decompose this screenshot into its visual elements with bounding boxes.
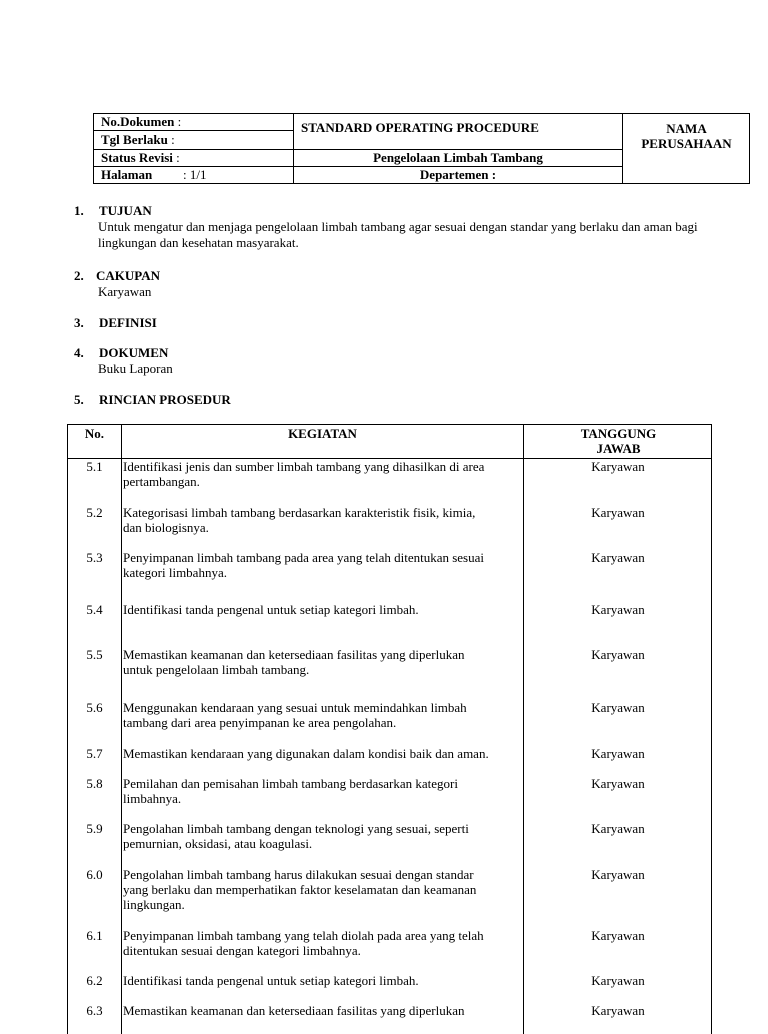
section-title: CAKUPAN — [96, 268, 161, 283]
row-number: 6.0 — [86, 867, 103, 882]
kegiatan-line: Pemilahan dan pemisahan limbah tambang berdasarkan kategori — [123, 776, 458, 791]
section-title: DOKUMEN — [99, 345, 169, 360]
section-title: RINCIAN PROSEDUR — [99, 392, 231, 407]
row-kegiatan — [123, 821, 523, 851]
kegiatan-line: dan biologisnya. — [123, 520, 209, 535]
row-tanggung-jawab: Karyawan — [591, 700, 645, 715]
row-kegiatan — [123, 867, 523, 912]
row-kegiatan — [123, 776, 523, 806]
departemen-field: Departemen : — [419, 167, 497, 182]
section-title: DEFINISI — [99, 315, 157, 330]
kegiatan-line: Identifikasi jenis dan sumber limbah tambang yang dihasilkan di area — [123, 459, 485, 474]
document-header — [93, 113, 750, 184]
kegiatan-line: lingkungan. — [123, 897, 185, 912]
row-kegiatan — [123, 602, 523, 617]
no-dokumen-separator: : — [174, 114, 182, 129]
row-kegiatan — [123, 647, 523, 677]
section-number: 4. — [74, 345, 84, 360]
kegiatan-line: pemurnian, oksidasi, atau koagulasi. — [123, 836, 313, 851]
row-number: 5.3 — [86, 550, 103, 565]
column-header-no: No. — [84, 426, 105, 441]
status-revisi-field — [101, 150, 180, 165]
status-revisi-separator: : — [172, 150, 180, 165]
section-dokumen-text: Buku Laporan — [98, 361, 173, 376]
row-tanggung-jawab: Karyawan — [591, 821, 645, 836]
kegiatan-line: Memastikan kendaraan yang digunakan dalam kondisi baik dan aman. — [123, 746, 489, 761]
row-tanggung-jawab: Karyawan — [591, 867, 645, 882]
kegiatan-line: tambang dari area penyimpanan ke area pengolahan. — [123, 715, 397, 730]
row-number: 6.3 — [86, 1003, 103, 1018]
kegiatan-line: Penyimpanan limbah tambang yang telah diolah pada area yang telah — [123, 928, 484, 943]
row-kegiatan — [123, 550, 523, 580]
kegiatan-line: Identifikasi tanda pengenal untuk setiap kategori limbah. — [123, 973, 419, 988]
procedure-table — [67, 424, 712, 1034]
kegiatan-line: limbahnya. — [123, 791, 182, 806]
section-number: 3. — [74, 315, 84, 330]
sop-subject: Pengelolaan Limbah Tambang — [373, 150, 543, 165]
row-kegiatan — [123, 973, 523, 988]
halaman-label: Halaman — [101, 167, 153, 182]
sop-title: STANDARD OPERATING PROCEDURE — [301, 120, 539, 135]
row-number: 5.9 — [86, 821, 103, 836]
status-revisi-label: Status Revisi — [101, 150, 173, 165]
section-definisi-heading — [74, 315, 157, 330]
section-tujuan-heading — [74, 203, 152, 218]
row-kegiatan — [123, 459, 523, 489]
kegiatan-line: Pengolahan limbah tambang dengan teknologi yang sesuai, seperti — [123, 821, 469, 836]
row-number: 5.2 — [86, 505, 103, 520]
company-name-line1: NAMA — [666, 121, 707, 136]
row-tanggung-jawab: Karyawan — [591, 973, 645, 988]
row-number: 5.7 — [86, 746, 103, 761]
section-tujuan-text-line1: Untuk mengatur dan menjaga pengelolaan limbah tambang agar sesuai dengan standar yang berlaku dan aman bagi — [98, 219, 698, 234]
row-number: 5.4 — [86, 602, 103, 617]
row-tanggung-jawab: Karyawan — [591, 602, 645, 617]
kegiatan-line: Memastikan keamanan dan ketersediaan fasilitas yang diperlukan — [123, 647, 465, 662]
tgl-berlaku-separator: : — [167, 132, 175, 147]
kegiatan-line: Kategorisasi limbah tambang berdasarkan karakteristik fisik, kimia, — [123, 505, 476, 520]
halaman-field — [101, 167, 207, 182]
section-dokumen-heading — [74, 345, 168, 360]
halaman-value: : 1/1 — [183, 167, 207, 182]
row-kegiatan — [123, 928, 523, 958]
row-tanggung-jawab: Karyawan — [591, 746, 645, 761]
row-tanggung-jawab: Karyawan — [591, 1003, 645, 1018]
tgl-berlaku-field — [101, 132, 175, 147]
tgl-berlaku-label: Tgl Berlaku — [101, 132, 168, 147]
row-tanggung-jawab: Karyawan — [591, 647, 645, 662]
section-number: 2. — [74, 268, 84, 283]
row-kegiatan — [123, 505, 523, 535]
section-number: 5. — [74, 392, 84, 407]
no-dokumen-label: No.Dokumen — [101, 114, 175, 129]
row-number: 6.2 — [86, 973, 103, 988]
kegiatan-line: pertambangan. — [123, 474, 200, 489]
kegiatan-line: untuk pengelolaan limbah tambang. — [123, 662, 310, 677]
kegiatan-line: Identifikasi tanda pengenal untuk setiap kategori limbah. — [123, 602, 419, 617]
row-number: 5.5 — [86, 647, 103, 662]
kegiatan-line: Memastikan keamanan dan ketersediaan fasilitas yang diperlukan — [123, 1003, 465, 1018]
row-kegiatan — [123, 746, 523, 761]
column-header-tanggung-line1: TANGGUNG — [580, 426, 657, 441]
section-number: 1. — [74, 203, 84, 218]
section-rincian-heading — [74, 392, 231, 407]
row-number: 5.6 — [86, 700, 103, 715]
column-header-kegiatan: KEGIATAN — [288, 426, 357, 441]
section-cakupan-text: Karyawan — [98, 284, 152, 299]
row-tanggung-jawab: Karyawan — [591, 928, 645, 943]
kegiatan-line: Pengolahan limbah tambang harus dilakukan sesuai dengan standar — [123, 867, 474, 882]
kegiatan-line: Menggunakan kendaraan yang sesuai untuk memindahkan limbah — [123, 700, 467, 715]
row-number: 5.1 — [86, 459, 103, 474]
row-tanggung-jawab: Karyawan — [591, 459, 645, 474]
kegiatan-line: yang berlaku dan memperhatikan faktor keselamatan dan keamanan — [123, 882, 477, 897]
kegiatan-line: kategori limbahnya. — [123, 565, 227, 580]
row-tanggung-jawab: Karyawan — [591, 776, 645, 791]
column-header-tanggung-line2: JAWAB — [596, 441, 641, 456]
row-number: 6.1 — [86, 928, 103, 943]
row-kegiatan — [123, 1003, 523, 1018]
column-header-tanggung-jawab — [524, 426, 713, 456]
section-cakupan-heading — [74, 268, 160, 283]
kegiatan-line: ditentukan sesuai dengan kategori limbahnya. — [123, 943, 361, 958]
kegiatan-line: Penyimpanan limbah tambang pada area yang telah ditentukan sesuai — [123, 550, 484, 565]
no-dokumen-field — [101, 114, 181, 129]
company-name-line2: PERUSAHAAN — [641, 136, 732, 151]
row-tanggung-jawab: Karyawan — [591, 550, 645, 565]
row-tanggung-jawab: Karyawan — [591, 505, 645, 520]
section-tujuan-text-line2: lingkungan dan kesehatan masyarakat. — [98, 235, 299, 250]
row-number: 5.8 — [86, 776, 103, 791]
row-kegiatan — [123, 700, 523, 730]
section-title: TUJUAN — [99, 203, 152, 218]
